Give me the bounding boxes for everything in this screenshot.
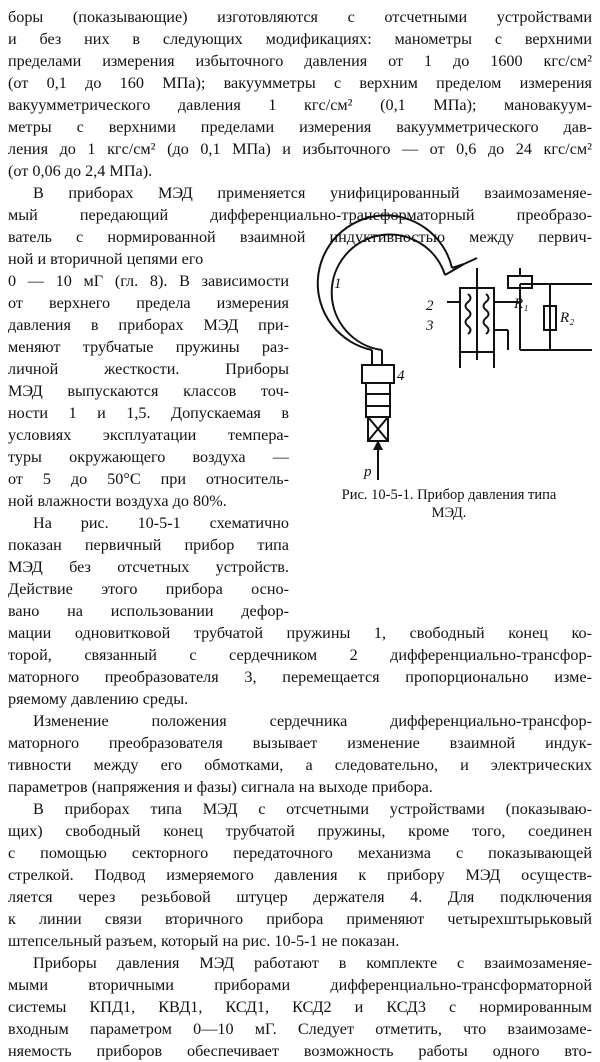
text-line: (от 0,06 до 2,4 МПа). (8, 162, 153, 180)
label-3: 3 (426, 318, 434, 334)
text-line: туры окружающего воздуха — (8, 448, 289, 466)
text-line: входным параметром 0—10 мГ. Следует отметить, что взаимозаме- (8, 1020, 592, 1038)
text-line: мыми вторичными приборами дифференциально-трансформаторной (8, 976, 592, 994)
text-line: мации одновитковой трубчатой пружины 1, свободный конец ко- (8, 624, 592, 642)
label-r1: R₁ (514, 296, 529, 312)
text-line: от верхнего предела измерения (8, 294, 289, 312)
text-line: щих) свободный конец трубчатой пружины, кроме того, соединен (8, 822, 592, 840)
text-line: условиях эксплуатации темпера- (8, 426, 289, 444)
text-line: МЭД выпускаются классов точ- (8, 382, 289, 400)
label-r2: R₂ (560, 310, 575, 326)
figure-med-pressure-gauge (302, 210, 596, 500)
label-1: 1 (334, 276, 342, 292)
text-line: 0 — 10 мГ (гл. 8). В зависимости (8, 272, 289, 290)
text-line: мый передающий дифференциально-трансформаторный преобразо- (8, 206, 592, 224)
text-line: В приборах типа МЭД с отсчетными устройствами (показываю- (33, 800, 592, 818)
text-line: маторного преобразователя 3, перемещается пропорционально изме- (8, 668, 592, 686)
text-line: ной и вторичной цепями его (8, 250, 204, 268)
text-line: пределами измерения избыточного давления от 1 до 1600 кгс/см² (8, 52, 592, 70)
text-line: параметров (напряжения и фазы) сигнала на выходе прибора. (8, 778, 433, 796)
label-p: p (364, 464, 372, 480)
label-2: 2 (426, 298, 434, 314)
text-line: показан первичный прибор типа (8, 536, 289, 554)
text-line: давления в приборах МЭД при- (8, 316, 289, 334)
text-line: ной влажности воздуха до 80%. (8, 492, 227, 510)
text-line: боры (показывающие) изготовляются с отсчетными устройствами (8, 8, 592, 26)
text-line: вано на использовании дефор- (8, 602, 289, 620)
text-line: Действие этого прибора осно- (8, 580, 289, 598)
text-line: ности 1 и 1,5. Допускаемая в (8, 404, 289, 422)
text-line: меняют трубчатые пружины раз- (8, 338, 289, 356)
text-line: няемость приборов обеспечивает возможность работы одного вто- (8, 1042, 592, 1060)
text-line: В приборах МЭД применяется унифицированный взаимозаменяе- (33, 184, 592, 202)
text-line: личной жесткости. Приборы (8, 360, 289, 378)
text-line: торой, связанный с сердечником 2 дифференциально-трансфор- (8, 646, 592, 664)
text-line: Приборы давления МЭД работают в комплекте с взаимозаменяе- (33, 954, 592, 972)
text-line: с помощью секторного передаточного механизма с показывающей (8, 844, 592, 862)
text-line: ления до 1 кгс/см² (до 0,1 МПа) и избыточного — от 0,6 до 24 кгс/см² (8, 140, 592, 158)
text-line: тивности между его обмотками, а следовательно, и электрических (8, 756, 592, 774)
caption-line-2: МЭД. (431, 505, 467, 521)
label-4: 4 (397, 368, 405, 384)
text-line: стрелкой. Подвод измеряемого давления к прибору МЭД осуществ- (8, 866, 592, 884)
holder (362, 365, 394, 383)
text-line: ляется через резьбовой штуцер держателя 4. Для подключения (8, 888, 592, 906)
text-line: системы КПД1, КВД1, КСД1, КСД2 и КСД3 с нормированным (8, 998, 592, 1016)
text-line: ряемому давлению среды. (8, 690, 189, 708)
text-line: Изменение положения сердечника дифференциально-трансфор- (33, 712, 592, 730)
text-line: МЭД без отсчетных устройств. (8, 558, 289, 576)
text-line: маторного преобразователя вызывает изменение взаимной индук- (8, 734, 592, 752)
text-line: метры с верхними пределами измерения вакуумметрического дав- (8, 118, 592, 136)
text-line: вакуумметрического давления 1 кгс/см² (0,1 МПа); мановакуум- (8, 96, 592, 114)
figure-caption (302, 486, 596, 522)
text-line: штепсельный разъем, который на рис. 10-5-1 не показан. (8, 932, 400, 950)
text-line: ватель с нормированной взаимной индуктивностью между первич- (8, 228, 592, 246)
text-line: к линии связи вторичного прибора применяют четырехштырьковый (8, 910, 592, 928)
text-line: (от 0,1 до 160 МПа); вакуумметры с верхним пределом измерения (8, 74, 592, 92)
text-line: На рис. 10-5-1 схематично (33, 514, 289, 532)
text-line: от 5 до 50°С при относитель- (8, 470, 289, 488)
text-line: и без них в следующих модификациях: манометры с верхними (8, 30, 592, 48)
caption-line-1: Рис. 10-5-1. Прибор давления типа (341, 487, 557, 503)
